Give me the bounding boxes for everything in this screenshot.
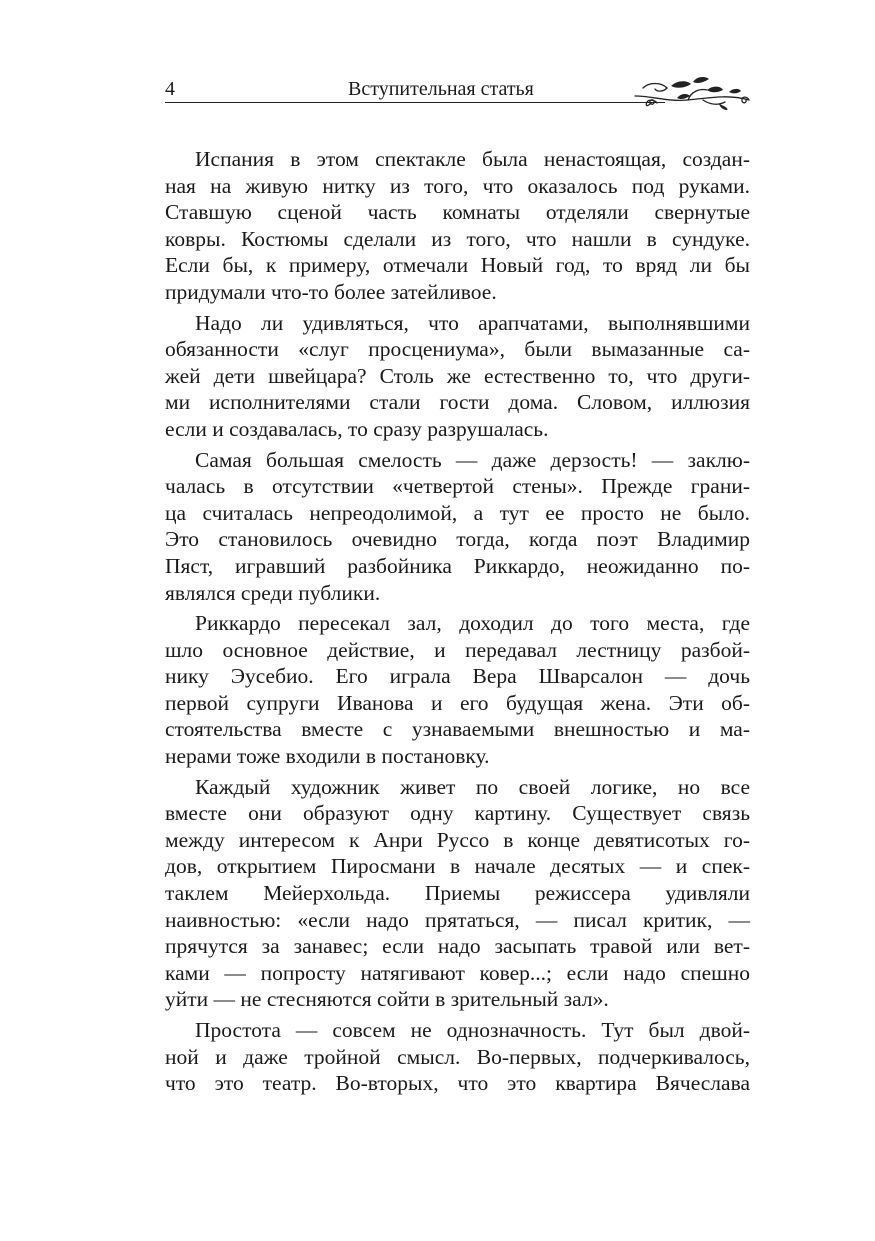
text-line: шло основное действие, и передавал лестницу разбой-: [165, 637, 750, 662]
text-line: ная на живую нитку из того, что оказалось под руками.: [165, 173, 750, 198]
text-line: ми исполнителями стали гости дома. Словом, иллюзия: [165, 390, 750, 415]
running-title: Вступительная статья: [348, 78, 534, 100]
paragraph: [165, 310, 750, 443]
text-line: ками — попросту натягивают ковер...; если надо спешно: [165, 960, 750, 985]
paragraph: [165, 774, 750, 1013]
text-line: Надо ли удивляться, что арапчатами, выполнявшими: [195, 310, 750, 335]
article-body: [165, 146, 750, 1101]
text-line: наивностью: «если надо прятаться, — писал критик, —: [165, 907, 750, 932]
floral-vine-ornament-icon: [633, 76, 751, 110]
paragraph: [165, 447, 750, 607]
text-line: Риккардо пересекал зал, доходил до того места, где: [195, 611, 750, 636]
text-line: ковры. Костюмы сделали из того, что нашли в сундуке.: [165, 226, 750, 251]
text-line: таклем Мейерхольда. Приемы режиссера удивляли: [165, 881, 750, 906]
text-line: что это театр. Во-вторых, что это квартира Вячеслава: [165, 1071, 750, 1096]
text-line: ца считалась непреодолимой, а тут ее просто не было.: [165, 500, 750, 525]
text-line: чалась в отсутствии «четвертой стены». Прежде грани-: [165, 474, 750, 499]
paragraph: [165, 610, 750, 770]
text-line: Испания в этом спектакле была ненастоящая, создан-: [195, 147, 750, 171]
text-line: Пяст, игравший разбойника Риккардо, неожиданно по-: [165, 553, 750, 578]
text-line: первой супруги Иванова и его будущая жена. Эти об-: [165, 690, 750, 715]
text-line: уйти — не стесняются сойти в зрительный зал».: [165, 987, 609, 1012]
text-line: жей дети швейцара? Столь же естественно то, что други-: [165, 363, 750, 388]
text-line: нику Эусебио. Его играла Вера Шварсалон — дочь: [165, 664, 750, 689]
text-line: если и создавалась, то сразу разрушалась.: [165, 416, 549, 441]
paragraph: [165, 146, 750, 306]
text-line: являлся среди публики.: [165, 580, 381, 605]
text-line: Каждый художник живет по своей логике, но все: [195, 774, 750, 799]
text-line: Простота — совсем не однозначность. Тут был двой-: [195, 1018, 750, 1042]
text-line: стоятельства вместе с узнаваемыми внешностью и ма-: [165, 717, 750, 742]
text-line: дов, открытием Пиросмани в начале десятых — и спек-: [165, 854, 750, 879]
text-line: между интересом к Анри Руссо в конце девятисотых го-: [165, 827, 750, 852]
text-line: Это становилось очевидно тогда, когда поэт Владимир: [165, 527, 750, 552]
text-line: обязанности «слуг просцениума», были вымазанные са-: [165, 337, 750, 362]
text-line: нерами тоже входили в постановку.: [165, 744, 490, 769]
text-line: Если бы, к примеру, отмечали Новый год, то вряд ли бы: [165, 253, 750, 278]
text-line: прячутся за занавес; если надо засыпать травой или вет-: [165, 934, 750, 959]
header-rule: [165, 102, 665, 103]
page-number: 4: [165, 78, 175, 100]
paragraph: [165, 1017, 750, 1097]
text-line: вместе они образуют одну картину. Существует связь: [165, 801, 750, 826]
text-line: Ставшую сценой часть комнаты отделяли свернутые: [165, 200, 750, 225]
text-line: Самая большая смелость — даже дерзость! — заклю-: [195, 447, 750, 472]
text-line: придумали что-то более затейливое.: [165, 279, 497, 304]
text-line: ной и даже тройной смысл. Во-первых, подчеркивалось,: [165, 1044, 750, 1069]
page-header: [165, 76, 750, 108]
